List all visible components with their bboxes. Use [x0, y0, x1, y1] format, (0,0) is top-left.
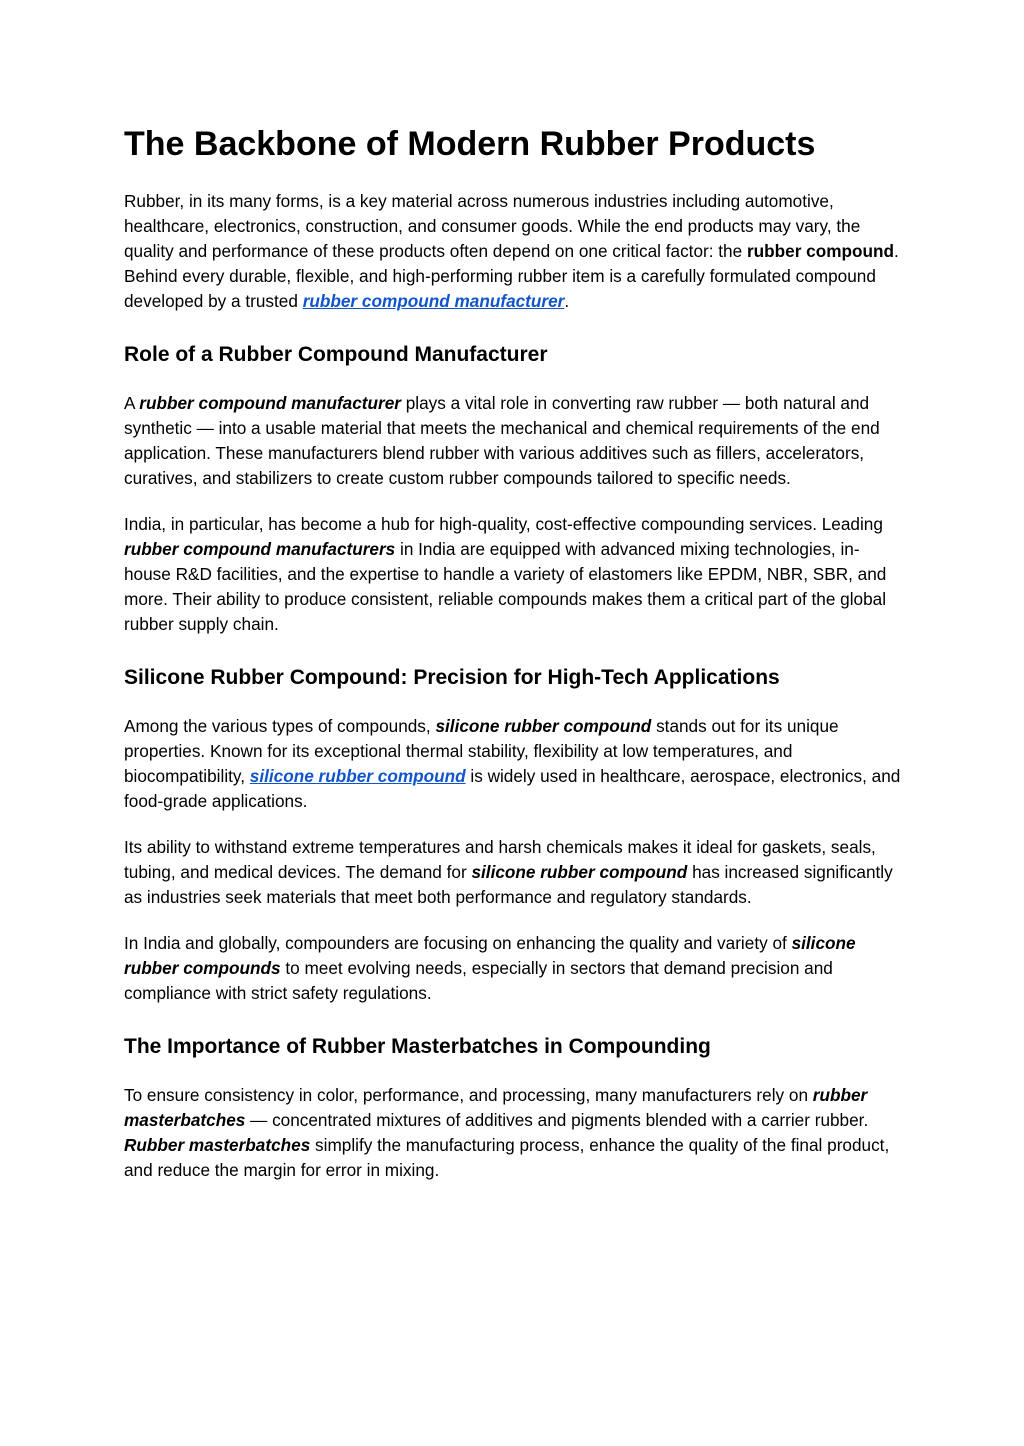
text-run: is widely used in healthcare, aerospace, electronics, and food-grade applications. [124, 766, 901, 811]
silicone-paragraph-3 [124, 931, 904, 1006]
role-paragraph-2 [124, 512, 904, 637]
text-run: to meet evolving needs, especially in sectors that demand precision and compliance with strict safety regulations. [124, 958, 833, 1003]
text-run: Rubber, in its many forms, is a key material across numerous industries including automotive, healthcare, electronics, construction, and consumer goods. While the end products may vary, the quality and performance of these products often depend on one critical factor: the [124, 191, 861, 261]
section-heading-silicone: Silicone Rubber Compound: Precision for High-Tech Applications [124, 666, 780, 689]
role-paragraph-1 [124, 391, 904, 491]
silicone-paragraph-2 [124, 835, 904, 910]
text-run: In India and globally, compounders are focusing on enhancing the quality and variety of [124, 933, 792, 953]
intro-paragraph [124, 189, 904, 314]
silicone-paragraph-1 [124, 714, 904, 814]
bold-italic-text: silicone rubber compound [435, 716, 652, 736]
bold-italic-text: rubber compound manufacturers [124, 539, 396, 559]
text-run: stands out for its unique properties. Known for its exceptional thermal stability, flexibility at low temperatures, and biocompatibility, [124, 716, 839, 786]
text-run: — concentrated mixtures of additives and pigments blended with a carrier rubber. [245, 1110, 869, 1130]
text-run: in India are equipped with advanced mixing technologies, in-house R&D facilities, and the expertise to handle a variety of elastomers like EPDM, NBR, SBR, and more. Their ability to produce consistent, reliable compounds makes them a critical part of the global rubber supply chain. [124, 539, 887, 634]
bold-italic-text: silicone rubber compounds [124, 933, 856, 978]
text-run: A [124, 393, 140, 413]
page-title: The Backbone of Modern Rubber Products [124, 125, 816, 163]
section-heading-role: Role of a Rubber Compound Manufacturer [124, 343, 548, 366]
text-run: Among the various types of compounds, [124, 716, 436, 736]
masterbatches-paragraph-1 [124, 1083, 904, 1183]
text-run: plays a vital role in converting raw rubber — both natural and synthetic — into a usable material that meets the mechanical and chemical requirements of the end application. These manufacturers blend rubber with various additives such as fillers, accelerators, curatives, and stabilizers to create custom rubber compounds tailored to specific needs. [124, 393, 880, 488]
text-run: Its ability to withstand extreme temperatures and harsh chemicals makes it ideal for gaskets, seals, tubing, and medical devices. The demand for [124, 837, 876, 882]
text-run: . [564, 291, 570, 311]
text-run: has increased significantly as industries seek materials that meet both performance and regulatory standards. [124, 862, 893, 907]
text-run: To ensure consistency in color, performance, and processing, many manufacturers rely on [124, 1085, 813, 1105]
silicone-rubber-compound-link[interactable]: silicone rubber compound [249, 766, 466, 786]
bold-italic-text: rubber masterbatches [124, 1085, 868, 1130]
text-run: India, in particular, has become a hub for high-quality, cost-effective compounding services. Leading [124, 514, 883, 534]
rubber-compound-manufacturer-link[interactable]: rubber compound manufacturer [302, 291, 565, 311]
bold-italic-text: rubber compound manufacturer [139, 393, 401, 413]
section-heading-masterbatches: The Importance of Rubber Masterbatches in Compounding [124, 1035, 711, 1058]
text-run: simplify the manufacturing process, enhance the quality of the final product, and reduce the margin for error in mixing. [124, 1135, 890, 1180]
text-run: . Behind every durable, flexible, and high-performing rubber item is a carefully formulated compound developed by a trusted [124, 241, 899, 311]
bold-text: rubber compound [746, 241, 895, 261]
bold-italic-text: Rubber masterbatches [124, 1135, 311, 1155]
document-page [124, 122, 904, 1204]
bold-italic-text: silicone rubber compound [471, 862, 688, 882]
